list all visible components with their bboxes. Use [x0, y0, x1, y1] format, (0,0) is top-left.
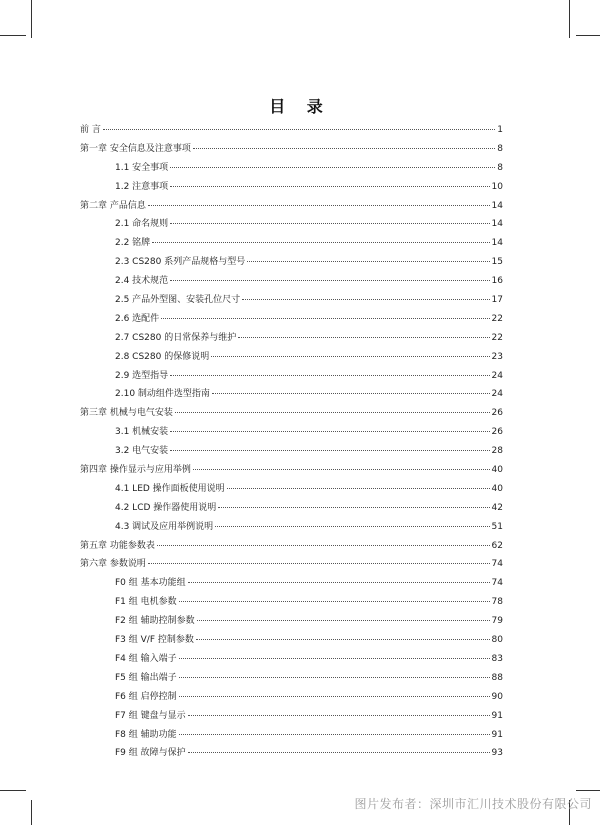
toc-page-number: 14 — [491, 200, 503, 211]
toc-entry-label: 2.5 产品外型图、安装孔位尺寸 — [115, 295, 241, 306]
dot-leader — [193, 147, 495, 149]
toc-subentry[interactable] — [80, 310, 503, 329]
dot-leader — [179, 733, 490, 735]
toc-page-number: 10 — [491, 181, 503, 192]
toc-entry-label: F7 组 键盘与显示 — [115, 710, 186, 721]
dot-leader — [193, 468, 490, 470]
toc-entry-label: 2.6 选配件 — [115, 313, 160, 324]
toc-subentry[interactable] — [80, 593, 503, 612]
table-of-contents — [80, 121, 503, 763]
toc-page-number: 17 — [491, 295, 503, 306]
toc-page-number: 74 — [491, 578, 503, 589]
toc-chapter-entry[interactable] — [80, 121, 503, 140]
dot-leader — [188, 581, 490, 583]
toc-page-number: 28 — [491, 446, 503, 457]
toc-entry-label: 4.3 调试及应用举例说明 — [115, 521, 214, 532]
dot-leader — [227, 487, 490, 489]
toc-subentry[interactable] — [80, 631, 503, 650]
dot-leader — [148, 562, 490, 564]
toc-entry-label: F6 组 启停控制 — [115, 691, 177, 702]
dot-leader — [197, 619, 490, 621]
toc-subentry[interactable] — [80, 253, 503, 272]
toc-page-number: 90 — [491, 691, 503, 702]
toc-page-number: 26 — [491, 408, 503, 419]
toc-entry-label: F3 组 V/F 控制参数 — [115, 635, 194, 646]
crop-mark — [31, 0, 32, 38]
toc-entry-label: 第四章 操作显示与应用举例 — [80, 465, 191, 476]
dot-leader — [170, 430, 489, 432]
toc-entry-label: F9 组 故障与保护 — [115, 748, 186, 759]
toc-page-number: 22 — [491, 332, 503, 343]
toc-entry-label: F1 组 电机参数 — [115, 597, 177, 608]
toc-subentry[interactable] — [80, 348, 503, 367]
toc-entry-label: 2.4 技术规范 — [115, 276, 169, 287]
toc-page-number: 83 — [491, 653, 503, 664]
dot-leader — [179, 657, 490, 659]
toc-subentry[interactable] — [80, 744, 503, 763]
toc-page-number: 1 — [497, 125, 503, 135]
toc-page-number: 40 — [491, 465, 503, 476]
publisher-caption: 图片发布者：深圳市汇川技术股份有限公司 — [354, 797, 592, 811]
toc-entry-label: 2.8 CS280 的保修说明 — [115, 351, 210, 362]
toc-entry-label: F4 组 输入端子 — [115, 653, 177, 664]
toc-entry-label: 第三章 机械与电气安装 — [80, 408, 173, 419]
dot-leader — [152, 241, 489, 243]
dot-leader — [238, 336, 489, 338]
toc-page-number: 40 — [491, 483, 503, 494]
toc-page-number: 74 — [491, 559, 503, 570]
toc-page-number: 51 — [491, 521, 503, 532]
toc-subentry[interactable] — [80, 178, 503, 197]
dot-leader — [196, 638, 490, 640]
toc-entry-label: 2.1 命名规则 — [115, 219, 169, 230]
dot-leader — [157, 544, 490, 546]
crop-mark — [31, 800, 32, 825]
toc-subentry[interactable] — [80, 707, 503, 726]
toc-entry-label: 4.2 LCD 操作器使用说明 — [115, 502, 217, 513]
toc-page-number: 78 — [491, 597, 503, 608]
dot-leader — [170, 449, 489, 451]
toc-chapter-entry[interactable] — [80, 555, 503, 574]
toc-subentry[interactable] — [80, 612, 503, 631]
toc-entry-label: 第六章 参数说明 — [80, 559, 146, 570]
toc-subentry[interactable] — [80, 726, 503, 745]
toc-subentry[interactable] — [80, 669, 503, 688]
toc-chapter-entry[interactable] — [80, 197, 503, 216]
toc-subentry[interactable] — [80, 291, 503, 310]
toc-page-number: 42 — [491, 502, 503, 513]
toc-page-number: 14 — [491, 219, 503, 230]
toc-page-number: 22 — [491, 313, 503, 324]
toc-subentry[interactable] — [80, 367, 503, 386]
toc-chapter-entry[interactable] — [80, 140, 503, 159]
dot-leader — [170, 185, 489, 187]
dot-leader — [242, 298, 489, 300]
toc-entry-label: 3.1 机械安装 — [115, 427, 169, 438]
crop-mark — [576, 790, 600, 791]
toc-entry-label: 2.2 铭牌 — [115, 238, 151, 249]
dot-leader — [170, 374, 489, 376]
toc-chapter-entry[interactable] — [80, 404, 503, 423]
crop-mark — [569, 0, 570, 38]
dot-leader — [188, 751, 490, 753]
toc-subentry[interactable] — [80, 480, 503, 499]
toc-entry-label: 2.10 制动组件选型指南 — [115, 389, 210, 400]
toc-page-number: 93 — [491, 748, 503, 759]
toc-subentry[interactable] — [80, 159, 503, 178]
toc-subentry[interactable] — [80, 215, 503, 234]
toc-subentry[interactable] — [80, 688, 503, 707]
dot-leader — [211, 355, 489, 357]
toc-subentry[interactable] — [80, 518, 503, 537]
toc-entry-label: 第二章 产品信息 — [80, 200, 146, 211]
toc-chapter-entry[interactable] — [80, 537, 503, 556]
dot-leader — [188, 714, 490, 716]
toc-entry-label: F2 组 辅助控制参数 — [115, 616, 195, 627]
toc-entry-label: F0 组 基本功能组 — [115, 578, 186, 589]
crop-mark — [0, 35, 26, 36]
toc-entry-label: 2.3 CS280 系列产品规格与型号 — [115, 257, 246, 268]
toc-entry-label: 2.7 CS280 的日常保养与维护 — [115, 332, 237, 343]
toc-subentry[interactable] — [80, 442, 503, 461]
toc-subentry[interactable] — [80, 499, 503, 518]
toc-page-number: 24 — [491, 370, 503, 381]
toc-entry-label: 4.1 LED 操作面板使用说明 — [115, 483, 225, 494]
dot-leader — [215, 525, 489, 527]
toc-page-number: 14 — [491, 238, 503, 249]
toc-page-number: 91 — [491, 710, 503, 721]
dot-leader — [170, 166, 495, 168]
toc-page-number: 91 — [491, 729, 503, 740]
toc-entry-label: 2.9 选型指导 — [115, 370, 169, 381]
toc-page-number: 8 — [497, 162, 503, 173]
page-title: 目 录 — [269, 97, 331, 116]
toc-page-number: 24 — [491, 389, 503, 400]
toc-subentry[interactable] — [80, 329, 503, 348]
dot-leader — [103, 128, 495, 130]
toc-subentry[interactable] — [80, 234, 503, 253]
dot-leader — [179, 600, 490, 602]
toc-entry-label: 1.1 安全事项 — [115, 162, 169, 173]
crop-mark — [0, 790, 26, 791]
toc-entry-label: 前 言 — [80, 125, 101, 135]
toc-page-number: 15 — [491, 257, 503, 268]
toc-page-number: 80 — [491, 635, 503, 646]
crop-mark — [576, 35, 600, 36]
dot-leader — [179, 695, 490, 697]
dot-leader — [148, 204, 490, 206]
toc-page-number: 79 — [491, 616, 503, 627]
dot-leader — [170, 279, 489, 281]
toc-entry-label: 第一章 安全信息及注意事项 — [80, 143, 191, 154]
dot-leader — [161, 317, 489, 319]
toc-subentry[interactable] — [80, 650, 503, 669]
toc-entry-label: 3.2 电气安装 — [115, 446, 169, 457]
toc-entry-label: F8 组 辅助功能 — [115, 729, 177, 740]
toc-page-number: 23 — [491, 351, 503, 362]
toc-page-number: 88 — [491, 672, 503, 683]
toc-page-number: 62 — [491, 540, 503, 551]
toc-page-number: 8 — [497, 143, 503, 154]
toc-entry-label: 第五章 功能参数表 — [80, 540, 155, 551]
dot-leader — [247, 260, 489, 262]
dot-leader — [170, 222, 489, 224]
toc-entry-label: 1.2 注意事项 — [115, 181, 169, 192]
dot-leader — [212, 392, 490, 394]
toc-page-number: 26 — [491, 427, 503, 438]
dot-leader — [175, 411, 490, 413]
toc-subentry[interactable] — [80, 385, 503, 404]
dot-leader — [218, 506, 489, 508]
dot-leader — [179, 676, 490, 678]
toc-page-number: 16 — [491, 276, 503, 287]
toc-subentry[interactable] — [80, 423, 503, 442]
toc-entry-label: F5 组 输出端子 — [115, 672, 177, 683]
toc-chapter-entry[interactable] — [80, 461, 503, 480]
toc-subentry[interactable] — [80, 574, 503, 593]
toc-subentry[interactable] — [80, 272, 503, 291]
